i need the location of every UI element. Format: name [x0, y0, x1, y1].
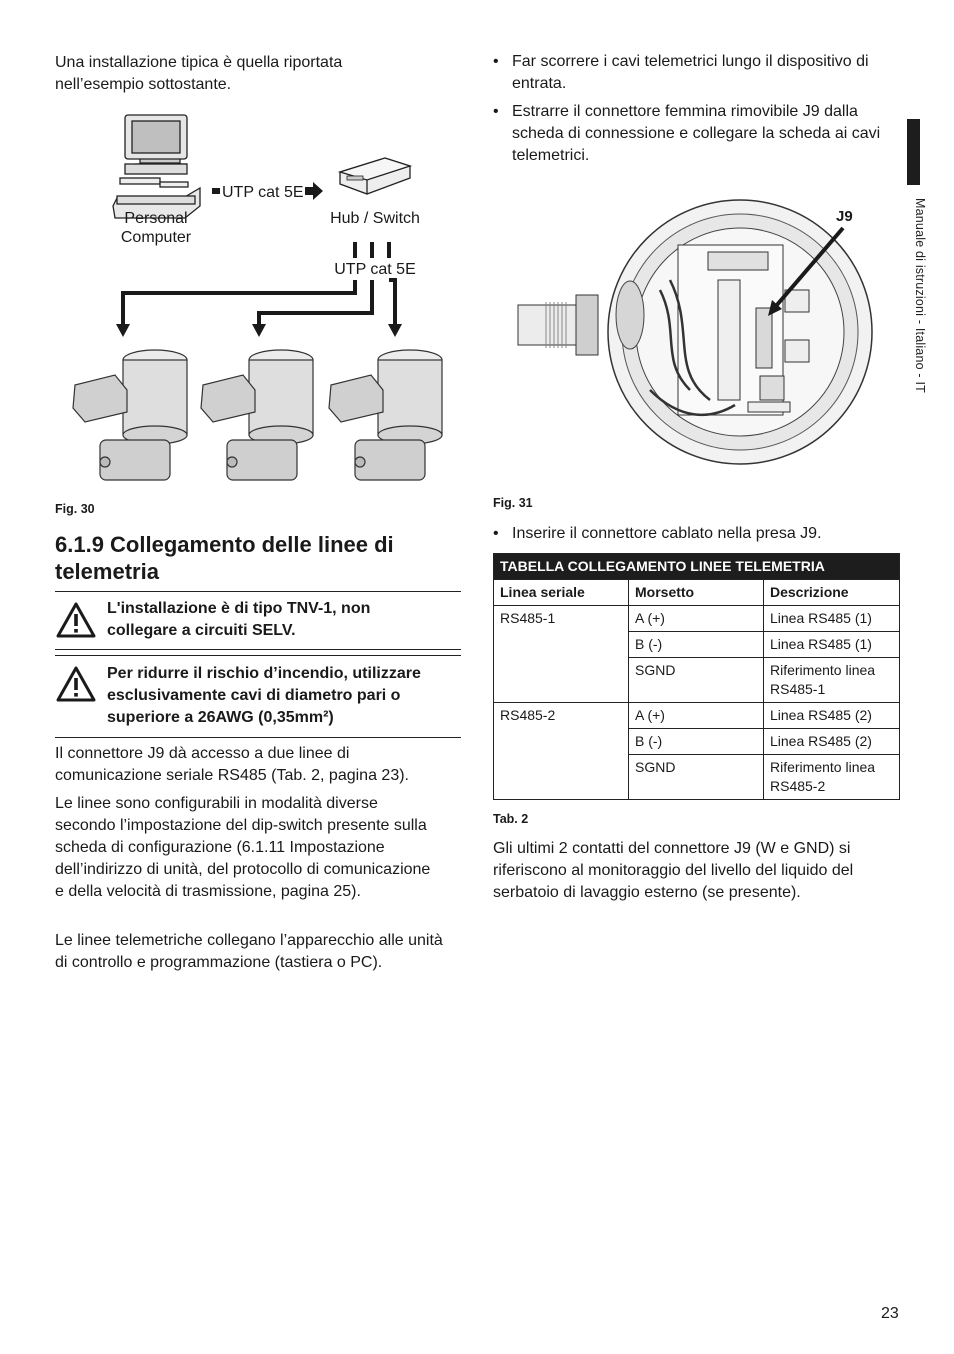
paragraph-3: Le linee telemetriche collegano l’apparecchio alle unità di controllo e programmazione (tastiera o PC). [55, 932, 443, 971]
pc-label-line1: Personal [124, 210, 188, 227]
bullet-dot: • [493, 525, 499, 542]
bullet-3-text: Inserire il connettore cablato nella presa J9. [512, 525, 822, 542]
bullet-item-2 [493, 101, 903, 167]
hub-label: Hub / Switch [330, 210, 420, 227]
table-row [494, 606, 900, 632]
table-cell: B (-) [629, 729, 764, 755]
bullet-item-3 [493, 523, 898, 545]
hub-switch-icon [340, 158, 410, 194]
camera-icon-3 [329, 350, 442, 480]
table-cell: Linea RS485 (1) [764, 606, 900, 632]
section-heading-line2: telemetria [55, 559, 159, 584]
warning-triangle-icon [55, 601, 97, 639]
j9-label: J9 [836, 208, 853, 225]
paragraph-1: Il connettore J9 dà accesso a due linee di comunicazione seriale RS485 (Tab. 2, pagina 23). [55, 745, 409, 784]
bullet-2-text: Estrarre il connettore femmina rimovibile J9 dalla scheda di connessione e collegare la scheda ai cavi telemetrici. [512, 103, 881, 164]
table-header: Descrizione [764, 580, 900, 606]
page-number: 23 [881, 1305, 899, 1322]
warning-1-line2: collegare a circuiti SELV. [107, 622, 296, 639]
warning-2-line2: esclusivamente cavi di diametro pari o [107, 687, 401, 704]
intro-text: Una installazione tipica è quella riportata nell’esempio sottostante. [55, 54, 343, 93]
table-cell: B (-) [629, 632, 764, 658]
pc-label-line2: Computer [120, 229, 192, 246]
final-paragraph: Gli ultimi 2 contatti del connettore J9 (W e GND) si riferiscono al monitoraggio del livello del liquido del serbatoio di lavaggio esterno (se presente). [493, 840, 854, 901]
figure-30-caption: Fig. 30 [55, 502, 95, 516]
bullet-item-1 [493, 51, 898, 95]
cable-stub-left [212, 188, 220, 194]
table-cell: RS485-1 [494, 606, 629, 703]
computer-icon [113, 115, 200, 218]
bullet-dot: • [493, 103, 499, 120]
table-header: Morsetto [629, 580, 764, 606]
figure-30-network-diagram [55, 100, 465, 490]
telemetry-table [493, 553, 900, 800]
warning-2-line3: superiore a 26AWG (0,35mm²) [107, 709, 334, 726]
manual-language-label: Manuale di istruzioni - Italiano - IT [913, 198, 927, 393]
warning-triangle-icon [55, 665, 97, 703]
table-title: TABELLA COLLEGAMENTO LINEE TELEMETRIA [494, 554, 900, 580]
cable-lines [123, 280, 395, 325]
table-cell: RS485-2 [494, 703, 629, 800]
table-cell: Linea RS485 (1) [764, 632, 900, 658]
side-tab-marker [907, 119, 920, 185]
warning-1-line1: L'installazione è di tipo TNV-1, non [107, 600, 371, 617]
table-cell: Linea RS485 (2) [764, 729, 900, 755]
bullet-1-text: Far scorrere i cavi telemetrici lungo il dispositivo di entrata. [512, 53, 869, 92]
warning-box-1 [55, 591, 461, 651]
cable-label-bottom: UTP cat 5E [334, 261, 416, 278]
camera-icon-2 [201, 350, 313, 480]
entry-hole [616, 281, 644, 349]
paragraph-2: Le linee sono configurabili in modalità diverse secondo l’impostazione del dip-switch presente sulla scheda di configurazione (6.1.11 Impostazione dell’indirizzo di unità, del protocollo di comunicazione e della velocità di trasmissione, pagina 25). [55, 795, 431, 900]
table-cell: A (+) [629, 606, 764, 632]
table-cell: Riferimento linea RS485-2 [764, 755, 900, 800]
hub-port-stubs [353, 242, 391, 258]
table-cell: SGND [629, 658, 764, 703]
section-heading-line1: 6.1.9 Collegamento delle linee di [55, 532, 394, 557]
table-caption: Tab. 2 [493, 812, 529, 826]
table-row [494, 703, 900, 729]
arrow-down-icons [116, 324, 402, 337]
camera-icon-1 [73, 350, 187, 480]
figure-31-connection-board [510, 190, 890, 480]
section-heading [55, 531, 394, 585]
table-cell: Riferimento linea RS485-1 [764, 658, 900, 703]
table-header: Linea seriale [494, 580, 629, 606]
figure-31-caption: Fig. 31 [493, 496, 533, 510]
table-cell: A (+) [629, 703, 764, 729]
table-cell: Linea RS485 (2) [764, 703, 900, 729]
cable-gland [518, 295, 598, 355]
cable-label-top: UTP cat 5E [222, 184, 304, 201]
warning-box-2 [55, 655, 461, 739]
table-cell: SGND [629, 755, 764, 800]
bullet-dot: • [493, 53, 499, 70]
arrow-right-icon [305, 182, 323, 200]
warning-2-line1: Per ridurre il rischio d’incendio, utilizzare [107, 665, 421, 682]
